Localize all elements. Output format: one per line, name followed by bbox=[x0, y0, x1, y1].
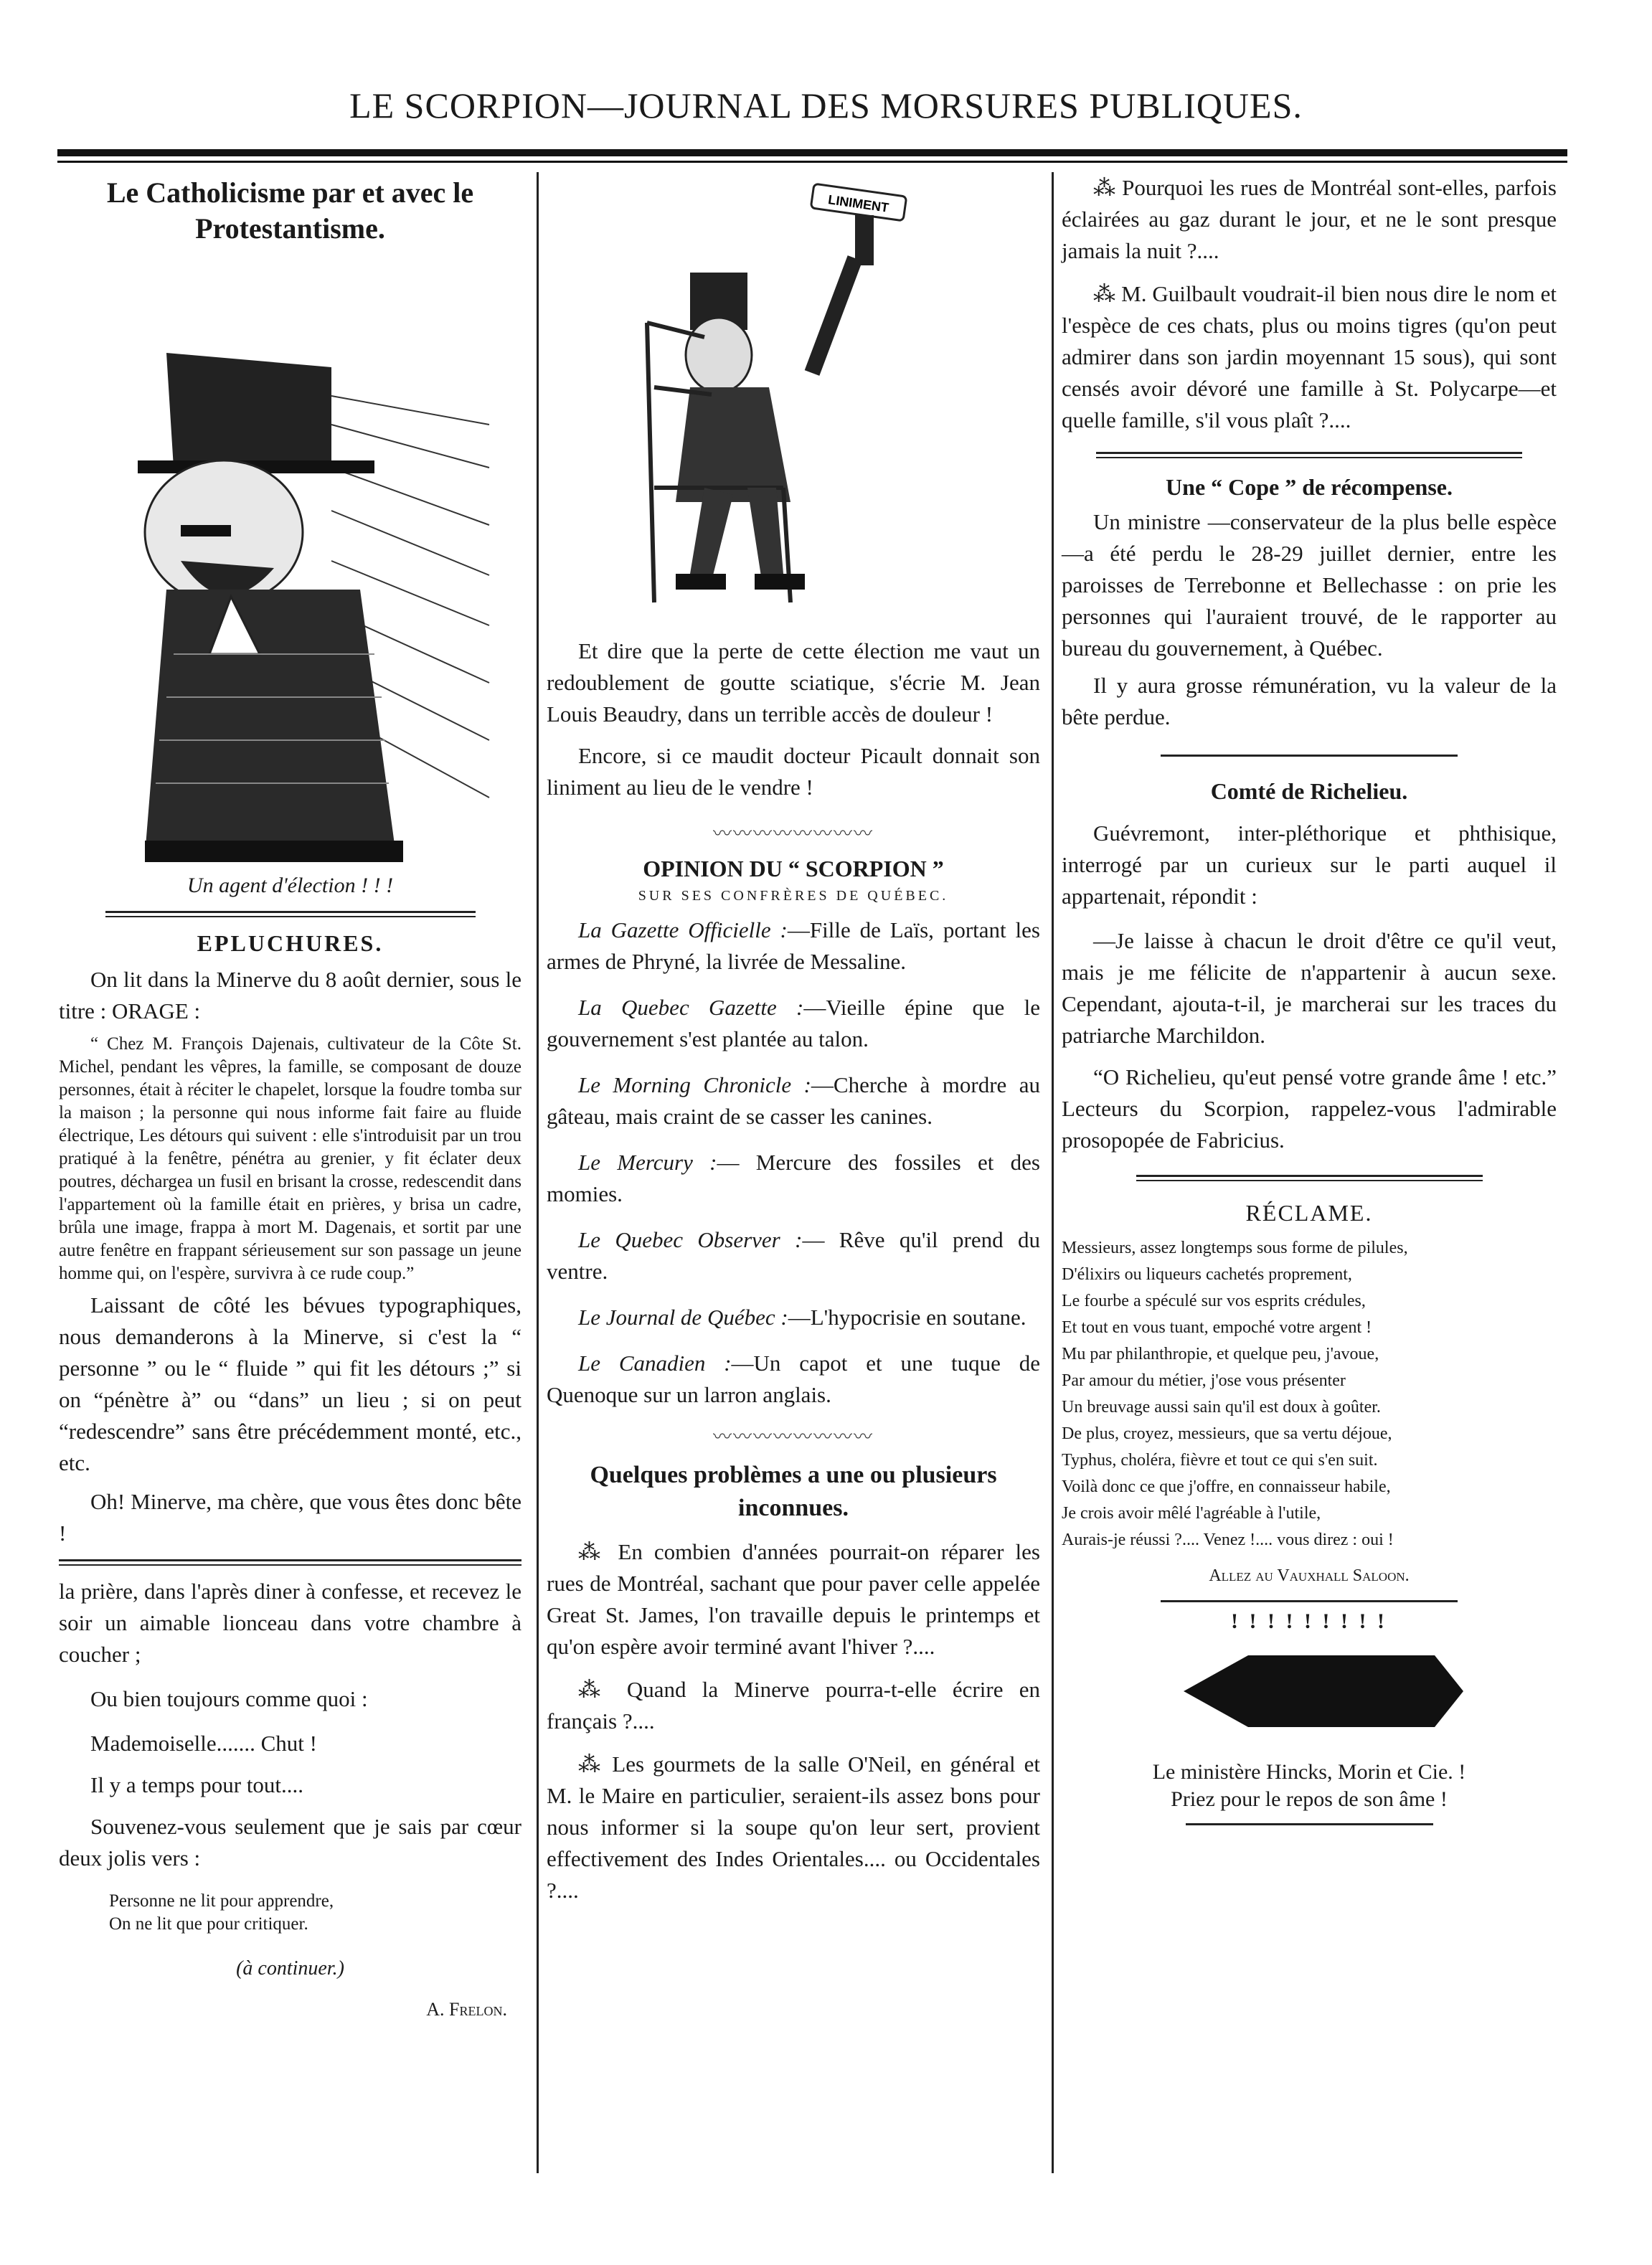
masthead-rule bbox=[57, 149, 1567, 156]
divider bbox=[1136, 1175, 1483, 1181]
problems-list bbox=[547, 1536, 1040, 1906]
paragraph: Il y a temps pour tout.... bbox=[90, 1772, 304, 1797]
paragraph: Oh! Minerve, ma chère, que vous êtes donc bête ! bbox=[59, 1489, 521, 1546]
coffin-illustration bbox=[1062, 1641, 1557, 1749]
section-heading: EPLUCHURES. bbox=[197, 930, 384, 956]
opinion-item bbox=[547, 1069, 1040, 1132]
section-heading: Comté de Richelieu. bbox=[1210, 778, 1408, 804]
divider bbox=[1161, 1600, 1458, 1602]
paragraph: Laissant de côté les bévues typographiques, nous demanderons à la Minerve, si c'est la “ personne ” ou le “ fluide ” qui fit les détours ;” si on “pénètre à” ou “dans” un lieu ; si on peut “redescendre” sans être précédemment monté, etc., etc. bbox=[59, 1292, 521, 1475]
paragraph: Souvenez-vous seulement que je sais par cœur deux jolis vers : bbox=[59, 1814, 521, 1871]
poem-line: Typhus, choléra, fièvre et tout ce qui s'en suit. bbox=[1062, 1451, 1378, 1470]
opinion-text: — Mercure des fossiles et des momies. bbox=[547, 1150, 1040, 1206]
poem-line: Mu par philanthropie, et quelque peu, j'avoue, bbox=[1062, 1345, 1379, 1363]
opinion-text: —Vieille épine que le gouvernement s'est plantée au talon. bbox=[547, 995, 1040, 1051]
newspaper-name: Le Mercury : bbox=[578, 1150, 717, 1175]
liniment-label: LINIMENT bbox=[827, 192, 890, 215]
divider bbox=[59, 1559, 521, 1566]
section-heading: Une “ Cope ” de récompense. bbox=[1166, 474, 1453, 500]
priest-illustration bbox=[59, 252, 521, 869]
newspaper-name: Le Journal de Québec : bbox=[578, 1305, 788, 1330]
advertisement-poem bbox=[1062, 1235, 1557, 1554]
paragraph: ⁂ Pourquoi les rues de Montréal sont-elles, parfois éclairées au gaz durant le jour, et ne le sont presque jamais la nuit ?.... bbox=[1062, 175, 1557, 263]
paragraph: la prière, dans l'après diner à confesse, et recevez le soir un aimable lionceau dans votre chambre à coucher ; bbox=[59, 1579, 521, 1667]
opinion-item bbox=[547, 992, 1040, 1055]
opinion-text: —L'hypocrisie en soutane. bbox=[788, 1305, 1026, 1330]
column-3 bbox=[1062, 172, 1557, 1837]
paragraph: “O Richelieu, qu'eut pensé votre grande âme ! etc.” Lecteurs du Scorpion, rappelez-vous l'admirable prosopopée de Fabricius. bbox=[1062, 1064, 1557, 1153]
author-signature: A. Frelon. bbox=[426, 1999, 507, 2020]
newspaper-name: Le Quebec Observer : bbox=[578, 1227, 803, 1252]
newspaper-name: La Quebec Gazette : bbox=[578, 995, 804, 1020]
paragraph: Encore, si ce maudit docteur Picault donnait son liniment au lieu de le vendre ! bbox=[547, 743, 1040, 800]
opinion-list bbox=[547, 914, 1040, 1411]
opinion-item bbox=[547, 1302, 1040, 1333]
opinion-item bbox=[547, 1147, 1040, 1210]
section-heading: RÉCLAME. bbox=[1245, 1200, 1373, 1226]
section-heading: Quelques problèmes a une ou plusieurs inconnues. bbox=[590, 1462, 997, 1521]
divider bbox=[1096, 452, 1521, 458]
verse-line: On ne lit que pour critiquer. bbox=[109, 1914, 308, 1934]
poem-line: Aurais-je réussi ?.... Venez !.... vous direz : oui ! bbox=[1062, 1531, 1394, 1549]
paragraph: On lit dans la Minerve du 8 août dernier, sous le titre : ORAGE : bbox=[59, 967, 521, 1023]
paragraph: Priez pour le repos de son âme ! bbox=[1171, 1787, 1448, 1811]
article-title: Le Catholicisme par et avec le Protestantisme. bbox=[106, 176, 474, 245]
paragraph: Mademoiselle....... Chut ! bbox=[90, 1731, 317, 1756]
illustration-caption: Un agent d'élection ! ! ! bbox=[187, 874, 394, 897]
masthead: LE SCORPION—JOURNAL DES MORSURES PUBLIQUES. bbox=[349, 85, 1303, 126]
paragraph: —Je laisse à chacun le droit d'être ce qu'il veut, mais je me félicite de n'appartenir à aucun sexe. Cependant, ajouta-t-il, je marcherai sur les traces du patriarche Marchildon. bbox=[1062, 928, 1557, 1048]
paragraph: Un ministre —conservateur de la plus belle espèce—a été perdu le 28-29 juillet dernier, entre les paroisses de Terrebonne et Bellechasse : on prie les personnes qui l'auraient trouvé, de le rapporter au bureau du gouvernement, à Québec. bbox=[1062, 509, 1557, 661]
paragraph: Le ministère Hincks, Morin et Cie. ! bbox=[1152, 1760, 1466, 1784]
section-subheading: SUR SES CONFRÈRES DE QUÉBEC. bbox=[638, 888, 949, 904]
column-2 bbox=[547, 172, 1040, 1906]
problem-item: ⁂ Les gourmets de la salle O'Neil, en général et M. le Maire en particulier, seraient-ils assez bons pour nous informer si la soupe qu'on leur sert, provient effectivement des Indes Orientales.... ou Occidentales ?.... bbox=[547, 1751, 1040, 1903]
newspaper-name: Le Canadien : bbox=[578, 1351, 732, 1376]
poem-line: Et tout en vous tuant, empoché votre argent ! bbox=[1062, 1318, 1372, 1337]
quotation: “ Chez M. François Dajenais, cultivateur de la Côte St. Michel, pendant les vêpres, la famille, se composant de douze personnes, était à réciter le chapelet, lorsque la foudre tomba sur la maison ; la personne qui nous informe fait faire au fluide électrique, Les détours qui suivent : elle s'introduisit par un trou pratiqué à la fenêtre, pénétra au grenier, y fit éclater deux poutres, déchargea un fusil en brisant la crosse, redescendit dans l'appartement où la famille était en prières, y brisa un cadre, brûla une image, frappa à mort M. Dagenais, et sortit par une autre fenêtre en frappant sérieusement sur son passage un jeune homme qui, on l'espère, survivra à ce rude coup.” bbox=[59, 1034, 521, 1283]
paragraph: Et dire que la perte de cette élection me vaut un redoublement de goutte sciatique, s'écrie M. Jean Louis Beaudry, dans un terrible accès de douleur ! bbox=[547, 638, 1040, 727]
poem-line: Le fourbe a spéculé sur vos esprits crédules, bbox=[1062, 1292, 1366, 1310]
advertisement-signoff: Allez au Vauxhall Saloon. bbox=[1209, 1566, 1410, 1585]
opinion-item bbox=[547, 1348, 1040, 1411]
poem-line: Messieurs, assez longtemps sous forme de pilules, bbox=[1062, 1239, 1408, 1257]
opinion-text: —Un capot et une tuque de Quenoque sur un larron anglais. bbox=[547, 1351, 1041, 1407]
poem-line: De plus, croyez, messieurs, que sa vertu déjoue, bbox=[1062, 1424, 1392, 1443]
newspaper-name: Le Morning Chronicle : bbox=[578, 1072, 811, 1097]
masthead-rule-thin bbox=[57, 161, 1567, 163]
divider bbox=[1186, 1823, 1433, 1825]
continuation-note: (à continuer.) bbox=[236, 1957, 344, 1980]
exclamations: ! ! ! ! ! ! ! ! ! bbox=[1231, 1609, 1387, 1633]
section-heading: OPINION DU “ SCORPION ” bbox=[643, 856, 944, 881]
opinion-item bbox=[547, 914, 1040, 978]
column-1 bbox=[59, 172, 521, 2020]
opinion-text: —Cherche à mordre au gâteau, mais craint de se casser les canines. bbox=[547, 1072, 1040, 1129]
problem-item: ⁂ En combien d'années pourrait-on réparer les rues de Montréal, sachant que pour paver celle appelée Great St. James, l'on travaille depuis le printemps et qu'on espère avoir terminé avant l'hiver ?.... bbox=[547, 1539, 1040, 1659]
seated-man-illustration bbox=[547, 172, 1040, 631]
divider: 〰〰〰〰〰〰〰〰 bbox=[712, 823, 874, 844]
opinion-text: — Rêve qu'il prend du ventre. bbox=[547, 1227, 1040, 1284]
opinion-text: —Fille de Laïs, portant les armes de Phryné, la livrée de Messaline. bbox=[547, 917, 1040, 974]
paragraph: Ou bien toujours comme quoi : bbox=[90, 1686, 368, 1711]
paragraph: Il y aura grosse rémunération, vu la valeur de la bête perdue. bbox=[1062, 673, 1557, 729]
paragraph: ⁂ M. Guilbault voudrait-il bien nous dire le nom et l'espèce de ces chats, plus ou moins tigres (qu'on peut admirer dans son jardin moyennant 15 sous), qui sont censés avoir dévoré une famille à St. Polycarpe—et quelle famille, s'il vous plaît ?.... bbox=[1062, 281, 1557, 432]
verse-line: Personne ne lit pour apprendre, bbox=[109, 1891, 334, 1911]
paragraph: Guévremont, inter-pléthorique et phthisique, interrogé par un curieux sur le parti auquel il appartenait, répondit : bbox=[1062, 821, 1557, 909]
divider bbox=[105, 911, 476, 917]
opinion-item bbox=[547, 1224, 1040, 1287]
column-divider bbox=[537, 172, 539, 2173]
poem-line: Voilà donc ce que j'offre, en connaisseur habile, bbox=[1062, 1477, 1391, 1496]
poem-line: D'élixirs ou liqueurs cachetés proprement, bbox=[1062, 1265, 1352, 1284]
poem-line: Par amour du métier, j'ose vous présenter bbox=[1062, 1371, 1346, 1390]
divider: 〰〰〰〰〰〰〰〰 bbox=[712, 1427, 874, 1447]
problem-item: ⁂ Quand la Minerve pourra-t-elle écrire en français ?.... bbox=[547, 1677, 1040, 1734]
column-divider bbox=[1052, 172, 1054, 2173]
poem-line: Je crois avoir mêlé l'agréable à l'utile, bbox=[1062, 1504, 1321, 1523]
divider bbox=[1161, 755, 1458, 757]
newspaper-name: La Gazette Officielle : bbox=[578, 917, 788, 942]
poem-line: Un breuvage aussi sain qu'il est doux à goûter. bbox=[1062, 1398, 1381, 1417]
